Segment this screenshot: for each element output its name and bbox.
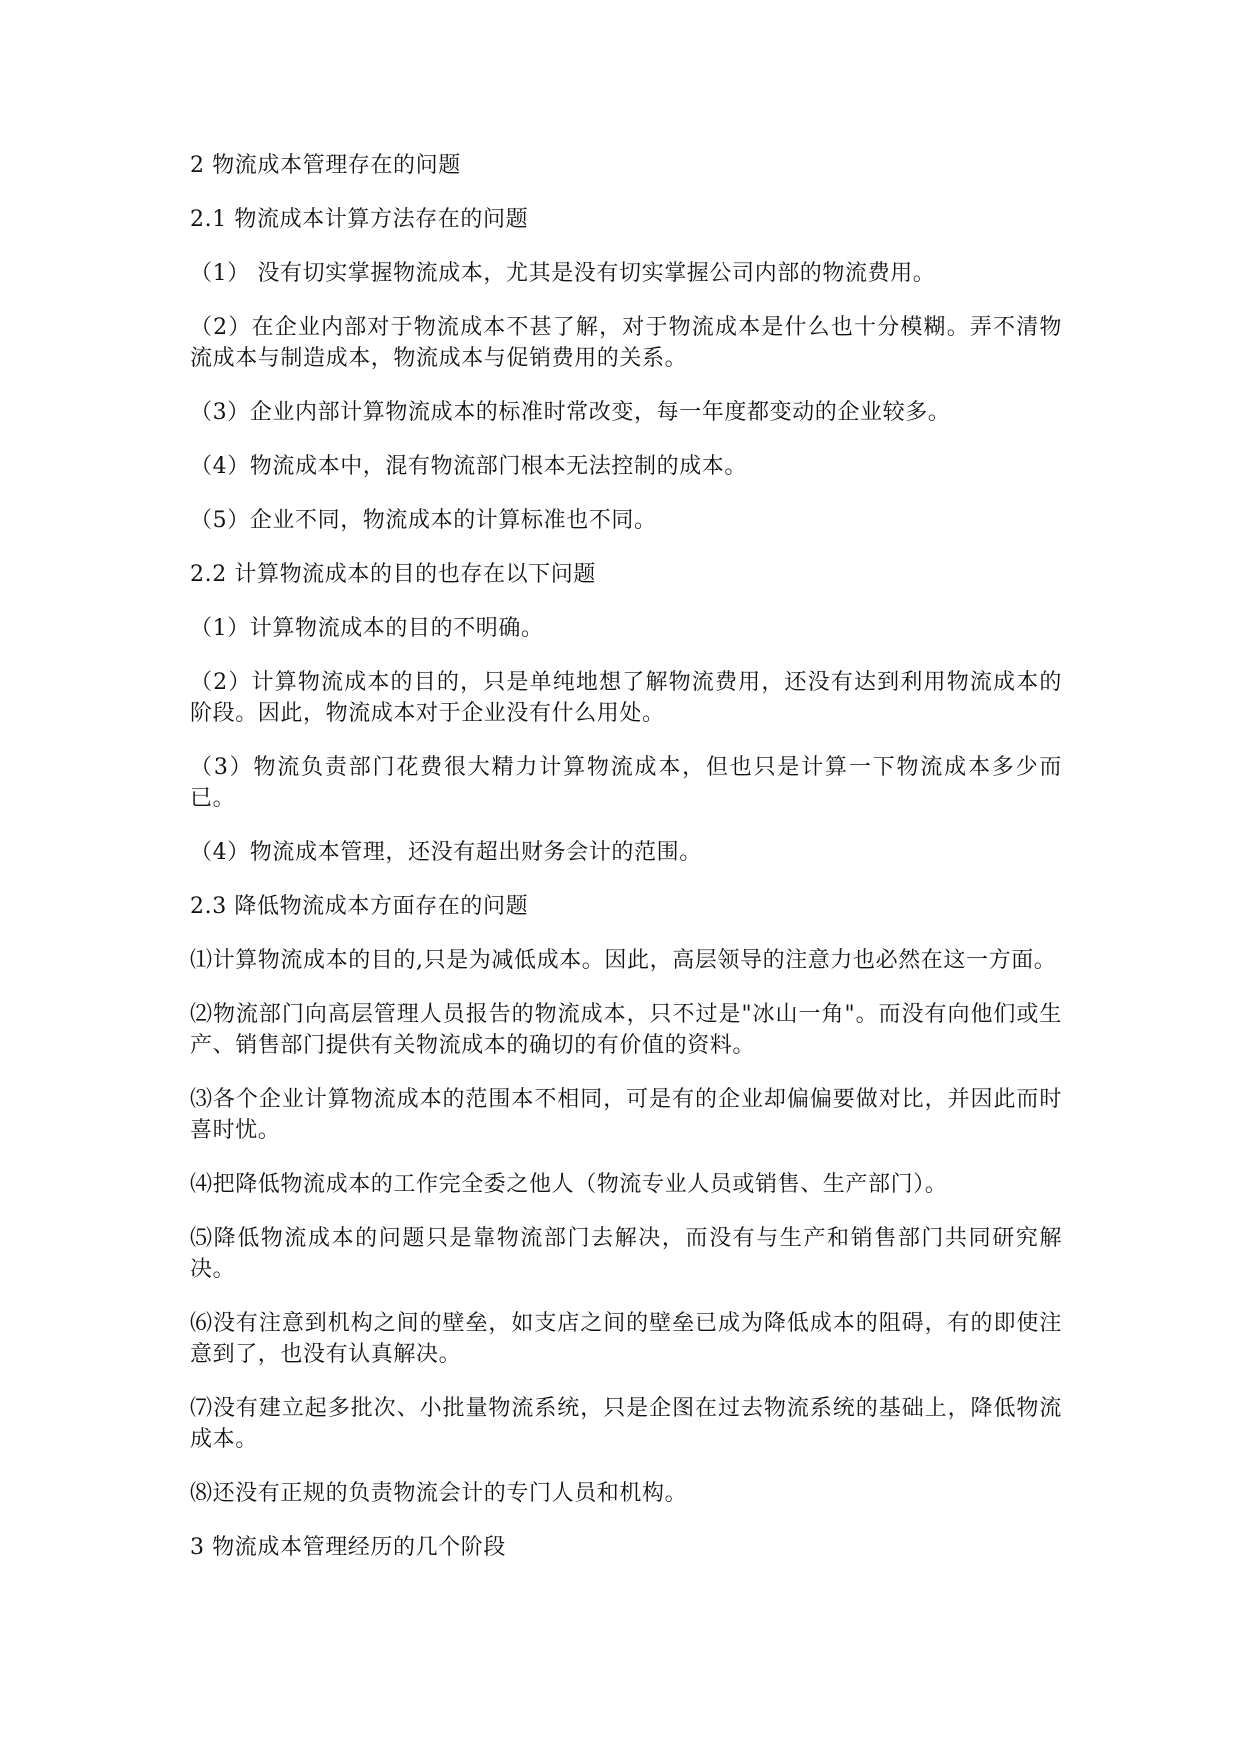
- s21-item-3: （3）企业内部计算物流成本的标准时常改变，每一年度都变动的企业较多。: [190, 400, 951, 425]
- section-2-1-heading: 2.1 物流成本计算方法存在的问题: [190, 207, 529, 232]
- s23-item-5: ⑸降低物流成本的问题只是靠物流部门去解决，而没有与生产和销售部门共同研究解决。: [190, 1226, 1062, 1282]
- s22-item-3: （3）物流负责部门花费很大精力计算物流成本，但也只是计算一下物流成本多少而已。: [190, 755, 1062, 811]
- s23-item-8: ⑻还没有正规的负责物流会计的专门人员和机构。: [190, 1481, 688, 1506]
- s23-item-3: ⑶各个企业计算物流成本的范围本不相同，可是有的企业却偏偏要做对比，并因此而时喜时忧。: [190, 1087, 1062, 1143]
- s22-item-2: （2）计算物流成本的目的，只是单纯地想了解物流费用，还没有达到利用物流成本的阶段。因此，物流成本对于企业没有什么用处。: [190, 670, 1062, 726]
- s22-item-4: （4）物流成本管理，还没有超出财务会计的范围。: [190, 840, 702, 865]
- section-3-heading: 3 物流成本管理经历的几个阶段: [190, 1535, 506, 1560]
- document-body: [190, 150, 1062, 1586]
- s21-item-1: （1） 没有切实掌握物流成本，尤其是没有切实掌握公司内部的物流费用。: [190, 261, 936, 286]
- s21-item-5: （5）企业不同，物流成本的计算标准也不同。: [190, 508, 657, 533]
- s21-item-2: （2）在企业内部对于物流成本不甚了解，对于物流成本是什么也十分模糊。弄不清物流成本与制造成本，物流成本与促销费用的关系。: [190, 315, 1062, 371]
- section-2-3-heading: 2.3 降低物流成本方面存在的问题: [190, 894, 529, 919]
- s23-item-1: ⑴计算物流成本的目的,只是为减低成本。因此，高层领导的注意力也必然在这一方面。: [190, 948, 1057, 973]
- s23-item-7: ⑺没有建立起多批次、小批量物流系统，只是企图在过去物流系统的基础上，降低物流成本。: [190, 1396, 1062, 1452]
- s22-item-1: （1）计算物流成本的目的不明确。: [190, 616, 544, 641]
- s23-item-6: ⑹没有注意到机构之间的壁垒，如支店之间的壁垒已成为降低成本的阻碍，有的即使注意到了，也没有认真解决。: [190, 1311, 1062, 1367]
- s23-item-2: ⑵物流部门向高层管理人员报告的物流成本，只不过是"冰山一角"。而没有向他们或生产、销售部门提供有关物流成本的确切的有价值的资料。: [190, 1002, 1062, 1058]
- s21-item-4: （4）物流成本中，混有物流部门根本无法控制的成本。: [190, 454, 747, 479]
- s23-item-4: ⑷把降低物流成本的工作完全委之他人（物流专业人员或销售、生产部门）。: [190, 1172, 948, 1197]
- section-2-heading: 2 物流成本管理存在的问题: [190, 153, 461, 178]
- section-2-2-heading: 2.2 计算物流成本的目的也存在以下问题: [190, 562, 596, 587]
